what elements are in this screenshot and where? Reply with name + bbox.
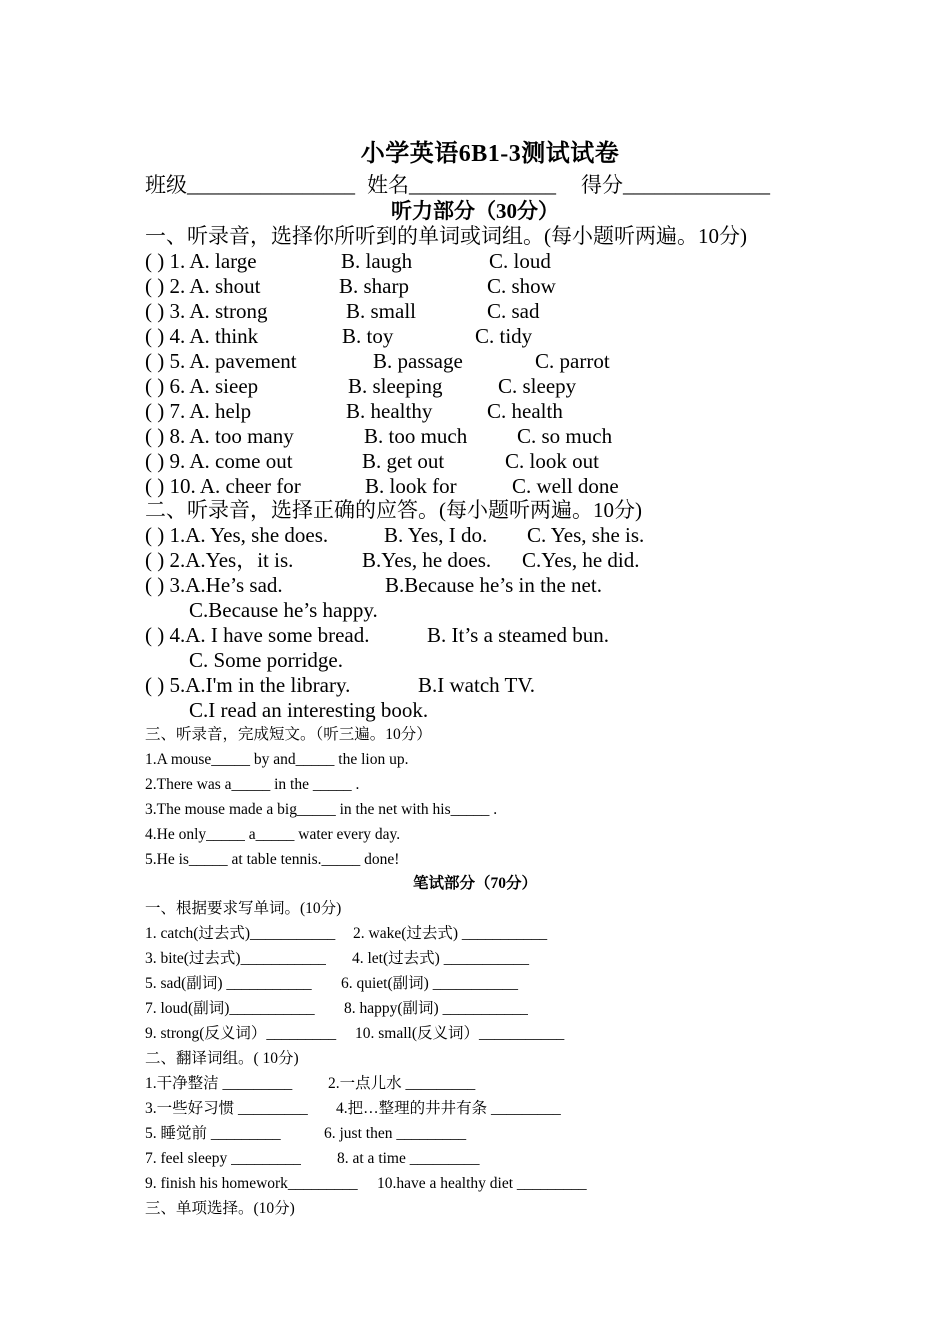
phrase-item: 2.一点儿水 _________ <box>328 1075 476 1092</box>
word-row <box>145 1021 785 1046</box>
part1-item <box>145 274 805 299</box>
q4-option-a: ( ) 4.A. I have some bread. <box>145 623 370 647</box>
part1-item <box>145 474 805 499</box>
part1-item <box>145 449 805 474</box>
item-option-b: B. sharp <box>339 274 409 298</box>
page-title: 小学英语6B1-3测试试卷 <box>360 141 620 167</box>
word-item: 7. loud(副词)___________ <box>145 1000 315 1017</box>
item-option-b: B. sleeping <box>348 374 443 398</box>
item-option-c: C. parrot <box>535 349 610 373</box>
word-item: 2. wake(过去式) ___________ <box>353 925 548 942</box>
word-row <box>145 996 785 1021</box>
part1-item <box>145 349 805 374</box>
item-option-b: B. toy <box>342 324 394 348</box>
item-option-b: B. healthy <box>346 399 433 423</box>
phrase-item: 10.have a healthy diet _________ <box>377 1175 587 1192</box>
phrase-row <box>145 1071 785 1096</box>
item-option-c: C. so much <box>517 424 613 448</box>
item-option-b: B. passage <box>373 349 463 373</box>
item-option-c: C. health <box>487 399 563 423</box>
word-item: 8. happy(副词) ___________ <box>344 1000 528 1017</box>
class-field[interactable]: 班级________________ <box>145 173 355 197</box>
phrase-item: 9. finish his homework_________ <box>145 1175 358 1192</box>
item-option-c: C. tidy <box>475 324 533 348</box>
student-info-row <box>145 173 785 198</box>
name-field[interactable]: 姓名______________ <box>367 173 556 197</box>
item-option-b: B. laugh <box>341 249 413 273</box>
phrase-item: 1.干净整洁 _________ <box>145 1075 293 1092</box>
phrase-item: 8. at a time _________ <box>337 1150 480 1167</box>
phrase-row <box>145 1096 785 1121</box>
part2-q2 <box>145 548 785 573</box>
item-option-b: B. small <box>346 299 417 323</box>
w3-heading: 三、单项选择。(10分) <box>145 1200 295 1217</box>
q5-option-a: ( ) 5.A.I'm in the library. <box>145 673 351 697</box>
q2-option-c: C.Yes, he did. <box>522 548 640 572</box>
listening-section-title: 听力部分（30分） <box>391 199 559 223</box>
phrase-item: 5. 睡觉前 _________ <box>145 1125 281 1142</box>
word-item: 9. strong(反义词）_________ <box>145 1025 337 1042</box>
item-option-c: C. show <box>487 274 556 298</box>
written-section-title: 笔试部分（70分） <box>412 875 537 892</box>
word-item: 4. let(过去式) ___________ <box>352 950 529 967</box>
item-option-a: ( ) 10. A. cheer for <box>145 474 301 498</box>
word-row <box>145 921 785 946</box>
q5-option-b: B.I watch TV. <box>418 673 536 697</box>
part1-item <box>145 374 805 399</box>
word-item: 3. bite(过去式)___________ <box>145 950 326 967</box>
word-row <box>145 946 785 971</box>
q5-option-c: C.I read an interesting book. <box>189 698 429 722</box>
q3-option-a: ( ) 3.A.He’s sad. <box>145 573 283 597</box>
part3-heading: 三、听录音，完成短文。（听三遍。10分） <box>145 726 432 743</box>
q2-option-a: ( ) 2.A.Yes，it is. <box>145 548 294 572</box>
part1-heading: 一、听录音，选择你所听到的单词或词组。(每小题听两遍。10分) <box>145 224 747 248</box>
w1-heading: 一、根据要求写单词。(10分) <box>145 900 342 917</box>
item-option-a: ( ) 7. A. help <box>145 399 252 423</box>
item-option-a: ( ) 6. A. sieep <box>145 374 259 398</box>
phrase-row <box>145 1121 785 1146</box>
item-option-a: ( ) 9. A. come out <box>145 449 293 473</box>
phrase-item: 7. feel sleepy _________ <box>145 1150 301 1167</box>
q3-option-b: B.Because he’s in the net. <box>385 573 602 597</box>
part2-q5 <box>145 673 785 698</box>
fill-in-line: 4.He only_____ a_____ water every day. <box>145 826 401 843</box>
part2-q1 <box>145 523 785 548</box>
score-field[interactable]: 得分______________ <box>581 173 770 197</box>
part2-q3 <box>145 573 785 598</box>
item-option-a: ( ) 8. A. too many <box>145 424 294 448</box>
item-option-c: C. sad <box>487 299 540 323</box>
item-option-b: B. get out <box>362 449 445 473</box>
phrase-row <box>145 1171 785 1196</box>
q1-option-c: C. Yes, she is. <box>527 523 645 547</box>
fill-in-line: 5.He is_____ at table tennis._____ done! <box>145 851 400 868</box>
phrase-item: 6. just then _________ <box>324 1125 467 1142</box>
item-option-a: ( ) 3. A. strong <box>145 299 268 323</box>
item-option-a: ( ) 5. A. pavement <box>145 349 297 373</box>
item-option-c: C. look out <box>505 449 599 473</box>
part1-item <box>145 399 805 424</box>
fill-in-line: 3.The mouse made a big_____ in the net with his_____ . <box>145 801 498 818</box>
q4-option-c: C. Some porridge. <box>189 648 343 672</box>
item-option-b: B. look for <box>365 474 457 498</box>
word-row <box>145 971 785 996</box>
part1-item <box>145 324 805 349</box>
word-item: 6. quiet(副词) ___________ <box>341 975 518 992</box>
part2-heading: 二、听录音，选择正确的应答。(每小题听两遍。10分) <box>145 498 642 522</box>
part1-item <box>145 299 805 324</box>
q4-option-b: B. It’s a steamed bun. <box>427 623 609 647</box>
q2-option-b: B.Yes, he does. <box>362 548 492 572</box>
q1-option-b: B. Yes, I do. <box>384 523 488 547</box>
item-option-a: ( ) 2. A. shout <box>145 274 261 298</box>
item-option-a: ( ) 4. A. think <box>145 324 259 348</box>
w2-heading: 二、翻译词组。( 10分) <box>145 1050 299 1067</box>
word-item: 5. sad(副词) ___________ <box>145 975 312 992</box>
item-option-c: C. loud <box>489 249 551 273</box>
part1-item <box>145 249 805 274</box>
fill-in-line: 2.There was a_____ in the _____ . <box>145 776 360 793</box>
q3-option-c: C.Because he’s happy. <box>189 598 378 622</box>
phrase-item: 4.把…整理的井井有条 _________ <box>336 1100 561 1117</box>
item-option-c: C. well done <box>512 474 619 498</box>
word-item: 10. small(反义词）___________ <box>355 1025 565 1042</box>
q1-option-a: ( ) 1.A. Yes, she does. <box>145 523 329 547</box>
phrase-row <box>145 1146 785 1171</box>
fill-in-line: 1.A mouse_____ by and_____ the lion up. <box>145 751 409 768</box>
word-item: 1. catch(过去式)___________ <box>145 925 336 942</box>
phrase-item: 3.一些好习惯 _________ <box>145 1100 308 1117</box>
item-option-b: B. too much <box>364 424 468 448</box>
part2-q4 <box>145 623 785 648</box>
item-option-c: C. sleepy <box>498 374 577 398</box>
item-option-a: ( ) 1. A. large <box>145 249 257 273</box>
part1-item <box>145 424 805 449</box>
